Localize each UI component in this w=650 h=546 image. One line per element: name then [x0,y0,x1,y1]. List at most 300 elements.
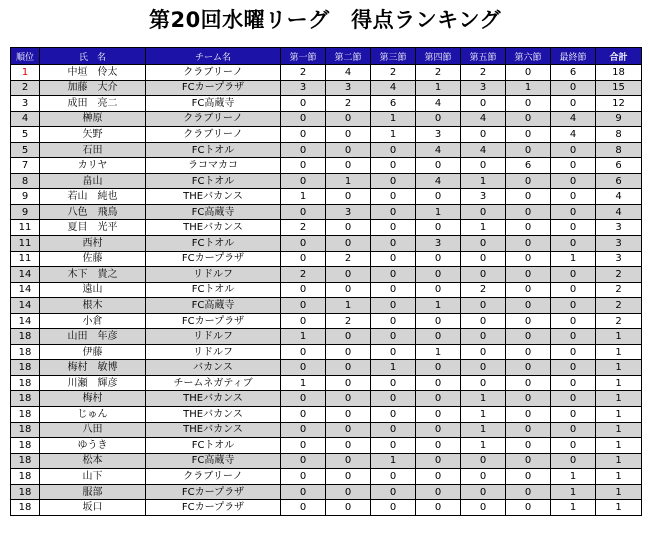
round-4-cell: 0 [416,422,461,438]
rank-cell: 9 [11,189,40,205]
round-1-cell: 0 [281,96,326,112]
round-6-cell: 0 [506,453,551,469]
table-row [11,251,642,267]
team-name-cell: FCトオル [146,236,281,252]
round-6-cell: 0 [506,360,551,376]
rank-cell: 5 [11,142,40,158]
round-2-cell: 4 [326,65,371,81]
final-round-cell: 0 [551,438,596,454]
round-4-cell: 0 [416,251,461,267]
rank-cell: 18 [11,453,40,469]
round-3-cell: 0 [371,158,416,174]
team-name-cell: FCトオル [146,282,281,298]
round-3-cell: 6 [371,96,416,112]
round-2-cell: 0 [326,267,371,283]
round-5-cell: 0 [461,453,506,469]
round-2-cell: 0 [326,391,371,407]
final-round-cell: 0 [551,298,596,314]
table-row [11,65,642,81]
total-cell: 3 [596,236,642,252]
round-3-cell: 0 [371,173,416,189]
final-round-cell: 6 [551,65,596,81]
table-row [11,469,642,485]
total-cell: 1 [596,500,642,516]
final-round-cell: 0 [551,80,596,96]
round-3-cell: 0 [371,204,416,220]
rank-cell: 9 [11,204,40,220]
table-row [11,375,642,391]
round-1-cell: 0 [281,344,326,360]
ranking-table [10,47,642,516]
table-row [11,484,642,500]
rank-cell: 1 [11,65,40,81]
team-name-cell: FCカープラザ [146,500,281,516]
round-3-cell: 0 [371,142,416,158]
total-cell: 2 [596,313,642,329]
round-5-cell: 1 [461,438,506,454]
player-name-cell: 佐藤 [40,251,146,267]
round-6-cell: 0 [506,329,551,345]
round-6-cell: 6 [506,158,551,174]
round-3-cell: 1 [371,111,416,127]
round-2-cell: 0 [326,158,371,174]
table-row [11,282,642,298]
rank-cell: 18 [11,484,40,500]
team-name-cell: クラブリーノ [146,127,281,143]
round-6-cell: 0 [506,236,551,252]
round-2-cell: 0 [326,189,371,205]
team-name-cell: バカンス [146,360,281,376]
round-2-cell: 0 [326,453,371,469]
final-round-cell: 0 [551,220,596,236]
round-2-cell: 0 [326,422,371,438]
round-3-cell: 0 [371,438,416,454]
player-name-cell: 石田 [40,142,146,158]
round-6-cell: 0 [506,313,551,329]
round-2-cell: 0 [326,142,371,158]
round-5-cell: 1 [461,391,506,407]
round-6-cell: 0 [506,375,551,391]
rank-cell: 18 [11,329,40,345]
final-round-cell: 0 [551,204,596,220]
round-5-cell: 3 [461,189,506,205]
final-round-cell: 0 [551,142,596,158]
team-name-cell: クラブリーノ [146,65,281,81]
total-cell: 1 [596,391,642,407]
header-final-round: 最終節 [551,48,596,65]
round-1-cell: 0 [281,111,326,127]
rank-cell: 18 [11,360,40,376]
round-6-cell: 0 [506,65,551,81]
round-4-cell: 0 [416,111,461,127]
player-name-cell: 夏目 光平 [40,220,146,236]
round-1-cell: 0 [281,407,326,423]
table-row [11,329,642,345]
final-round-cell: 0 [551,282,596,298]
round-6-cell: 0 [506,96,551,112]
final-round-cell: 1 [551,251,596,267]
round-4-cell: 0 [416,220,461,236]
team-name-cell: FC高蔵寺 [146,96,281,112]
round-6-cell: 0 [506,344,551,360]
round-4-cell: 0 [416,158,461,174]
round-3-cell: 1 [371,453,416,469]
round-6-cell: 0 [506,298,551,314]
total-cell: 1 [596,422,642,438]
round-5-cell: 0 [461,375,506,391]
round-2-cell: 3 [326,80,371,96]
table-row [11,407,642,423]
round-4-cell: 0 [416,282,461,298]
player-name-cell: 西村 [40,236,146,252]
round-3-cell: 0 [371,469,416,485]
round-5-cell: 1 [461,220,506,236]
round-2-cell: 0 [326,469,371,485]
round-2-cell: 0 [326,282,371,298]
total-cell: 1 [596,344,642,360]
player-name-cell: 八田 [40,422,146,438]
total-cell: 2 [596,298,642,314]
round-3-cell: 0 [371,484,416,500]
round-5-cell: 4 [461,142,506,158]
round-4-cell: 0 [416,313,461,329]
header-round-1: 第一節 [281,48,326,65]
rank-cell: 11 [11,236,40,252]
final-round-cell: 0 [551,360,596,376]
team-name-cell: FCカープラザ [146,313,281,329]
table-row [11,313,642,329]
round-1-cell: 2 [281,220,326,236]
round-4-cell: 3 [416,236,461,252]
table-row [11,142,642,158]
round-1-cell: 0 [281,484,326,500]
round-2-cell: 2 [326,96,371,112]
total-cell: 2 [596,282,642,298]
round-1-cell: 1 [281,329,326,345]
player-name-cell: 若山 純也 [40,189,146,205]
ranking-table-container [10,47,641,516]
round-3-cell: 4 [371,80,416,96]
player-name-cell: 山下 [40,469,146,485]
final-round-cell: 0 [551,189,596,205]
final-round-cell: 0 [551,267,596,283]
round-4-cell: 0 [416,484,461,500]
total-cell: 6 [596,173,642,189]
team-name-cell: リドルフ [146,329,281,345]
round-5-cell: 0 [461,96,506,112]
table-row [11,236,642,252]
player-name-cell: 山田 年彦 [40,329,146,345]
total-cell: 18 [596,65,642,81]
total-cell: 2 [596,267,642,283]
rank-cell: 2 [11,80,40,96]
round-5-cell: 0 [461,484,506,500]
round-3-cell: 0 [371,422,416,438]
round-6-cell: 0 [506,484,551,500]
round-3-cell: 0 [371,375,416,391]
round-3-cell: 0 [371,329,416,345]
team-name-cell: FCカープラザ [146,80,281,96]
table-row [11,391,642,407]
team-name-cell: THEバカンス [146,189,281,205]
table-row [11,438,642,454]
player-name-cell: 松本 [40,453,146,469]
total-cell: 1 [596,407,642,423]
table-body [11,65,642,516]
final-round-cell: 0 [551,158,596,174]
team-name-cell: THEバカンス [146,422,281,438]
round-1-cell: 0 [281,298,326,314]
round-3-cell: 0 [371,220,416,236]
round-5-cell: 0 [461,267,506,283]
round-6-cell: 0 [506,422,551,438]
round-1-cell: 1 [281,189,326,205]
round-2-cell: 0 [326,438,371,454]
round-2-cell: 0 [326,407,371,423]
round-1-cell: 2 [281,65,326,81]
round-5-cell: 0 [461,360,506,376]
round-6-cell: 0 [506,173,551,189]
rank-cell: 18 [11,407,40,423]
total-cell: 3 [596,220,642,236]
header-round-5: 第五節 [461,48,506,65]
round-3-cell: 0 [371,313,416,329]
header-name: 氏 名 [40,48,146,65]
header-round-6: 第六節 [506,48,551,65]
round-1-cell: 2 [281,267,326,283]
round-5-cell: 0 [461,298,506,314]
round-1-cell: 0 [281,236,326,252]
table-row [11,500,642,516]
header-round-3: 第三節 [371,48,416,65]
final-round-cell: 0 [551,96,596,112]
round-5-cell: 0 [461,344,506,360]
player-name-cell: 梅村 [40,391,146,407]
round-4-cell: 3 [416,127,461,143]
round-4-cell: 2 [416,65,461,81]
table-row [11,298,642,314]
round-2-cell: 0 [326,500,371,516]
final-round-cell: 0 [551,375,596,391]
player-name-cell: 川瀬 輝彦 [40,375,146,391]
total-cell: 8 [596,127,642,143]
round-1-cell: 3 [281,80,326,96]
round-2-cell: 2 [326,313,371,329]
round-3-cell: 1 [371,127,416,143]
header-round-4: 第四節 [416,48,461,65]
final-round-cell: 4 [551,127,596,143]
round-5-cell: 3 [461,80,506,96]
round-1-cell: 0 [281,142,326,158]
team-name-cell: クラブリーノ [146,111,281,127]
round-1-cell: 0 [281,360,326,376]
team-name-cell: FCトオル [146,173,281,189]
final-round-cell: 1 [551,500,596,516]
round-2-cell: 2 [326,251,371,267]
round-5-cell: 2 [461,282,506,298]
round-5-cell: 0 [461,158,506,174]
rank-cell: 18 [11,469,40,485]
total-cell: 1 [596,375,642,391]
final-round-cell: 4 [551,111,596,127]
table-row [11,189,642,205]
player-name-cell: じゅん [40,407,146,423]
total-cell: 15 [596,80,642,96]
team-name-cell: THEバカンス [146,407,281,423]
round-5-cell: 0 [461,204,506,220]
page-title: 第20回水曜リーグ 得点ランキング [148,8,502,32]
round-4-cell: 0 [416,360,461,376]
round-3-cell: 0 [371,344,416,360]
table-row [11,127,642,143]
round-1-cell: 0 [281,173,326,189]
round-5-cell: 0 [461,329,506,345]
final-round-cell: 0 [551,236,596,252]
final-round-cell: 0 [551,391,596,407]
team-name-cell: FC高蔵寺 [146,204,281,220]
round-5-cell: 0 [461,469,506,485]
rank-cell: 18 [11,391,40,407]
final-round-cell: 0 [551,329,596,345]
round-1-cell: 0 [281,158,326,174]
round-6-cell: 0 [506,391,551,407]
team-name-cell: FC高蔵寺 [146,298,281,314]
team-name-cell: THEバカンス [146,391,281,407]
team-name-cell: FC高蔵寺 [146,453,281,469]
round-5-cell: 2 [461,65,506,81]
rank-cell: 18 [11,375,40,391]
round-3-cell: 0 [371,282,416,298]
player-name-cell: 坂口 [40,500,146,516]
round-6-cell: 0 [506,127,551,143]
player-name-cell: ゆうき [40,438,146,454]
final-round-cell: 1 [551,469,596,485]
rank-cell: 18 [11,438,40,454]
total-cell: 1 [596,484,642,500]
round-1-cell: 1 [281,375,326,391]
round-6-cell: 0 [506,500,551,516]
round-2-cell: 1 [326,298,371,314]
round-6-cell: 0 [506,251,551,267]
round-4-cell: 0 [416,375,461,391]
rank-cell: 18 [11,500,40,516]
round-3-cell: 0 [371,298,416,314]
round-2-cell: 0 [326,375,371,391]
total-cell: 1 [596,329,642,345]
round-4-cell: 0 [416,407,461,423]
round-6-cell: 0 [506,220,551,236]
round-2-cell: 3 [326,204,371,220]
round-3-cell: 2 [371,65,416,81]
round-3-cell: 0 [371,391,416,407]
round-4-cell: 0 [416,469,461,485]
total-cell: 1 [596,438,642,454]
rank-cell: 11 [11,251,40,267]
rank-cell: 4 [11,111,40,127]
team-name-cell: FCトオル [146,142,281,158]
round-2-cell: 0 [326,344,371,360]
player-name-cell: 伊藤 [40,344,146,360]
final-round-cell: 0 [551,173,596,189]
table-row [11,453,642,469]
round-3-cell: 1 [371,360,416,376]
final-round-cell: 0 [551,422,596,438]
round-5-cell: 0 [461,500,506,516]
round-5-cell: 1 [461,422,506,438]
round-4-cell: 0 [416,329,461,345]
round-4-cell: 0 [416,189,461,205]
table-header-row [11,48,642,65]
team-name-cell: リドルフ [146,344,281,360]
player-name-cell: 榊原 [40,111,146,127]
table-row [11,267,642,283]
table-row [11,173,642,189]
total-cell: 1 [596,360,642,376]
round-6-cell: 0 [506,189,551,205]
round-2-cell: 0 [326,236,371,252]
round-1-cell: 0 [281,438,326,454]
rank-cell: 7 [11,158,40,174]
round-1-cell: 0 [281,391,326,407]
player-name-cell: 梅村 敏博 [40,360,146,376]
team-name-cell: クラブリーノ [146,469,281,485]
round-3-cell: 0 [371,267,416,283]
player-name-cell: 八色 飛鳥 [40,204,146,220]
header-round-2: 第二節 [326,48,371,65]
table-row [11,422,642,438]
header-team: チーム名 [146,48,281,65]
rank-cell: 14 [11,313,40,329]
rank-cell: 8 [11,173,40,189]
round-3-cell: 0 [371,189,416,205]
round-3-cell: 0 [371,500,416,516]
round-1-cell: 0 [281,469,326,485]
player-name-cell: 根木 [40,298,146,314]
table-row [11,158,642,174]
round-2-cell: 0 [326,484,371,500]
round-4-cell: 0 [416,391,461,407]
round-3-cell: 0 [371,407,416,423]
player-name-cell: 木下 貴之 [40,267,146,283]
round-6-cell: 0 [506,438,551,454]
total-cell: 6 [596,158,642,174]
total-cell: 1 [596,453,642,469]
round-1-cell: 0 [281,453,326,469]
round-6-cell: 1 [506,80,551,96]
round-4-cell: 4 [416,173,461,189]
round-1-cell: 0 [281,127,326,143]
table-row [11,96,642,112]
rank-cell: 3 [11,96,40,112]
player-name-cell: 加藤 大介 [40,80,146,96]
round-6-cell: 0 [506,142,551,158]
player-name-cell: カリヤ [40,158,146,174]
round-4-cell: 1 [416,80,461,96]
player-name-cell: 遠山 [40,282,146,298]
rank-cell: 14 [11,267,40,283]
final-round-cell: 1 [551,484,596,500]
player-name-cell: 畠山 [40,173,146,189]
player-name-cell: 服部 [40,484,146,500]
team-name-cell: THEバカンス [146,220,281,236]
round-6-cell: 0 [506,407,551,423]
player-name-cell: 矢野 [40,127,146,143]
round-6-cell: 0 [506,282,551,298]
round-4-cell: 0 [416,438,461,454]
round-2-cell: 0 [326,111,371,127]
final-round-cell: 0 [551,344,596,360]
round-1-cell: 0 [281,313,326,329]
